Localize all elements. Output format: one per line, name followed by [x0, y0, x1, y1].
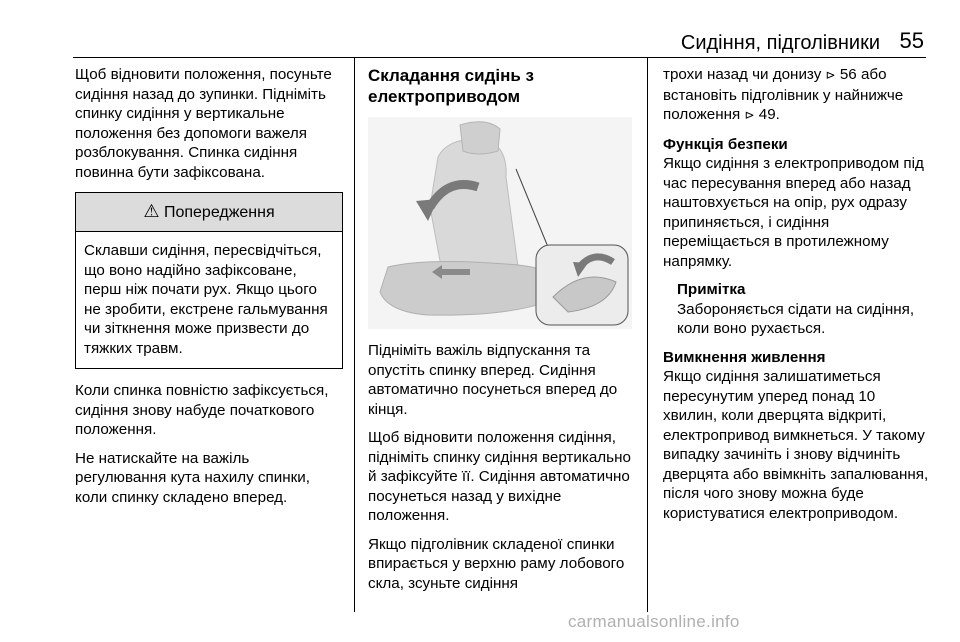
warning-box: [75, 192, 343, 369]
paragraph: Не натискайте на важіль регулювання кута нахилу спинки, коли спинку складено вперед.: [75, 449, 310, 506]
paragraph: Якщо сидіння з електроприводом під час пересування вперед або назад наштовхується на опір, рух одразу припиняється, і сидіння переміщається в протилежному напрямку.: [663, 155, 924, 270]
page-reference-icon: ⊳: [825, 68, 836, 82]
header-rule: [73, 57, 926, 58]
note-text: Забороняється сідати на сидіння, коли воно рухається.: [677, 300, 915, 337]
column-3: [663, 65, 931, 532]
page-reference-icon: ⊳: [744, 108, 755, 122]
column-2: [368, 65, 640, 602]
paragraph-with-refs: трохи назад чи донизу ⊳ 56 або встановіть підголівник у найнижче положення ⊳ 49.: [663, 66, 904, 123]
paragraph: Щоб відновити положення сидіння, підніміть спинку сидіння вертикально й зафіксуйте її. Сидіння автоматично посунеться назад у вихідне положення.: [368, 429, 631, 524]
warning-triangle-icon: ⚠: [143, 201, 160, 221]
page-header-title: Сидіння, підголівники: [680, 32, 880, 54]
note-block: [677, 280, 931, 339]
paragraph: Підніміть важіль відпускання та опустіть спинку вперед. Сидіння автоматично посунеться вперед до кінця.: [368, 342, 618, 418]
paragraph: Щоб відновити положення, посуньте сидіння назад до зупинки. Підніміть спинку сидіння у вертикальне положення без допомоги важеля розблокування. Спинка сидіння повинна бути зафіксована.: [75, 66, 332, 181]
seat-folding-illustration: [368, 117, 632, 329]
paragraph: Якщо підголівник складеної спинки впирається у верхню раму лобового скла, зсуньте сидіння: [368, 535, 625, 592]
note-heading: Примітка: [677, 281, 746, 298]
column-divider: [354, 57, 355, 612]
section-heading: Складання сидінь з електроприводом: [368, 66, 534, 106]
subheading: Вимкнення живлення: [663, 348, 826, 366]
watermark: carmanualsonline.info: [568, 612, 740, 631]
column-divider: [647, 57, 648, 612]
column-1: [75, 65, 343, 516]
warning-title: Попередження: [163, 204, 275, 221]
seat-illustration-svg: [368, 117, 632, 329]
page-number: 55: [899, 28, 924, 53]
paragraph: Коли спинка повністю зафіксується, сидіння знову набуде початкового положення.: [75, 382, 329, 438]
warning-text: Склавши сидіння, пересвідчіться, що воно надійно зафіксоване, перш ніж почати рух. Якщо цього не зробити, екстрене гальмування чи зіткнення може призвести до тяжких травм.: [84, 242, 328, 357]
subheading: Функція безпеки: [663, 135, 788, 153]
warning-header: [76, 193, 342, 232]
paragraph: Якщо сидіння залишатиметься пересунутим уперед понад 10 хвилин, коли дверцята відкриті, електропривод вимкнеться. У такому випадку зачиніть і знову відчиніть дверцята або ввімкніть запалювання, після чого знову можна буде користуватися електроприводом.: [663, 368, 929, 522]
